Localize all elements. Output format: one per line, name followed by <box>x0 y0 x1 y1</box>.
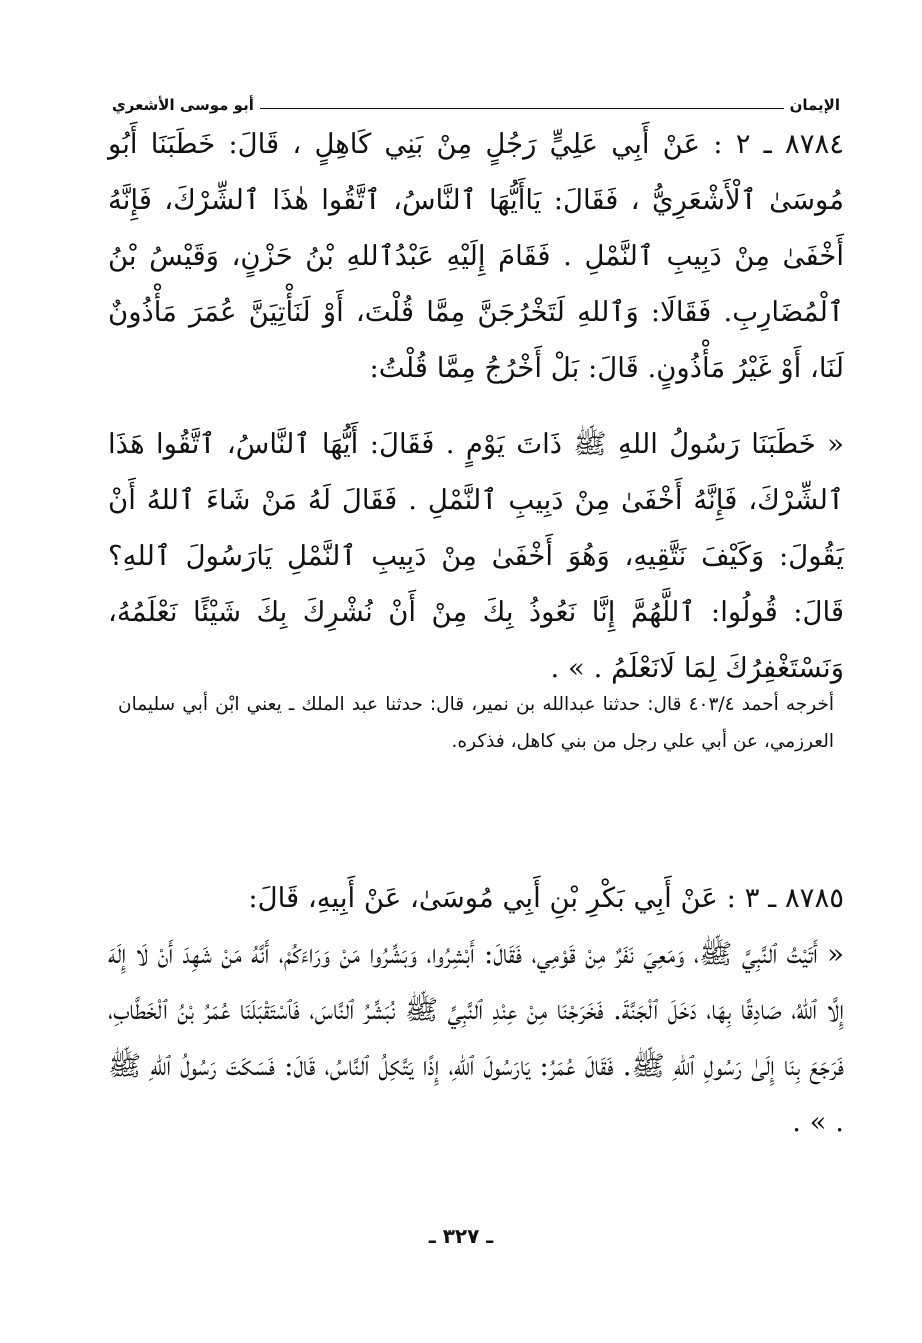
hadith-8784-matn: « خَطَبَنَا رَسُولُ اللهِ ﷺ ذَاتَ يَوْمٍ . فَقَالَ: أَيُّهَا ٱلنَّاسُ، ٱتَّقُوا هَذَا ٱلشِّرْكَ، فَإِنَّهُ أَخْفَىٰ مِنْ دَبِيبِ ٱلنَّمْلِ . فَقَالَ لَهُ مَنْ شَاءَ ٱللهُ أَنْ يَقُولَ: وَكَيْفَ نَتَّقِيهِ، وَهُوَ أَخْفَىٰ مِنْ دَبِيبِ ٱلنَّمْلِ يَارَسُولَ ٱللهِ؟ قَالَ: قُولُوا: ٱللَّهُمَّ إِنَّا نَعُوذُ بِكَ مِنْ أَنْ نُشْرِكَ بِكَ شَيْئًا نَعْلَمُهُ، وَنَسْتَغْفِرُكَ لِمَا لَانَعْلَمُ . » . <box>108 428 844 684</box>
header-rule <box>260 108 784 109</box>
hadith-8785 <box>108 870 844 1150</box>
hadith-8784-isnad: ٨٧٨٤ ـ ٢ : عَنْ أَبِي عَلِيٍّ رَجُلٍ مِنْ بَنِي كَاهِلٍ ، قَالَ: خَطَبَنَا أَبُو مُوسَىٰ ٱلْأَشْعَرِيُّ ، فَقَالَ: يَاأَيُّهَا ٱلنَّاسُ، ٱتَّقُوا هٰذَا ٱلشِّرْكَ، فَإِنَّهُ أَخْفَىٰ مِنْ دَبِيبِ ٱلنَّمْلِ . فَقَامَ إِلَيْهِ عَبْدُٱللهِ بْنُ حَزْنٍ، وَقَيْسُ بْنُ ٱلْمُضَارِبِ. فَقَالَا: وَٱللهِ لَتَخْرُجَنَّ مِمَّا قُلْتَ، أَوْ لَنَأْتِيَنَّ عُمَرَ مَأْذُونٌ لَنَا، أَوْ غَيْرُ مَأْذُونٍ. قَالَ: بَلْ أَخْرُجُ مِمَّا قُلْتُ: <box>108 128 845 384</box>
takhrij-text: أخرجه أحمد ٤٠٣/٤ قال: حدثنا عبدالله بن نمير، قال: حدثنا عبد الملك ـ يعني ابْن أبي سليمان العرزمي، عن أبي علي رجل من بني كاهل، فذكره. <box>118 694 834 752</box>
chapter-title: الإيمان <box>789 96 840 114</box>
hadith-8784 <box>108 116 844 696</box>
hadith-8785-matn: « أَتَيْتُ ٱلنَّبِيَّ ﷺ، وَمَعِيَ نَفَرٌ مِنْ قَوْمِي، فَقَالَ: أَبْشِرُوا، وَبَشِّرُوا مَنْ وَرَاءَكُمْ، أَنَّهُ مَنْ شَهِدَ أَنْ لَا إِلَهَ إِلَّا ٱللهُ، صَادِقًا بِهَا، دَخَلَ ٱلْجَنَّةَ. فَخَرَجْنَا مِنْ عِنْدِ ٱلنَّبِيِّ ﷺ نُبَشِّرُ ٱلنَّاسَ، فَٱسْتَقْبَلَنَا عُمَرُ بْنُ ٱلْخَطَّابِ، فَرَجَعَ بِنَا إِلَىٰ رَسُولِ ٱللهِ ﷺ. فَقَالَ عُمَرُ: يَارَسُولَ ٱللهِ، إِذًا يَتَّكِلُ ٱلنَّاسُ، قَالَ: فَسَكَتَ رَسُولُ ٱللهِ ﷺ . » . <box>108 938 844 1138</box>
hadith-8785-isnad: ٨٧٨٥ ـ ٣ : عَنْ أَبِي بَكْرِ بْنِ أَبِي مُوسَىٰ، عَنْ أَبِيهِ، قَالَ: <box>248 882 844 914</box>
running-header <box>112 88 840 114</box>
page-number: ـ ٣٢٧ ـ <box>428 1224 494 1248</box>
takhrij-note <box>118 686 834 760</box>
section-title: أبو موسى الأشعري <box>112 96 254 114</box>
